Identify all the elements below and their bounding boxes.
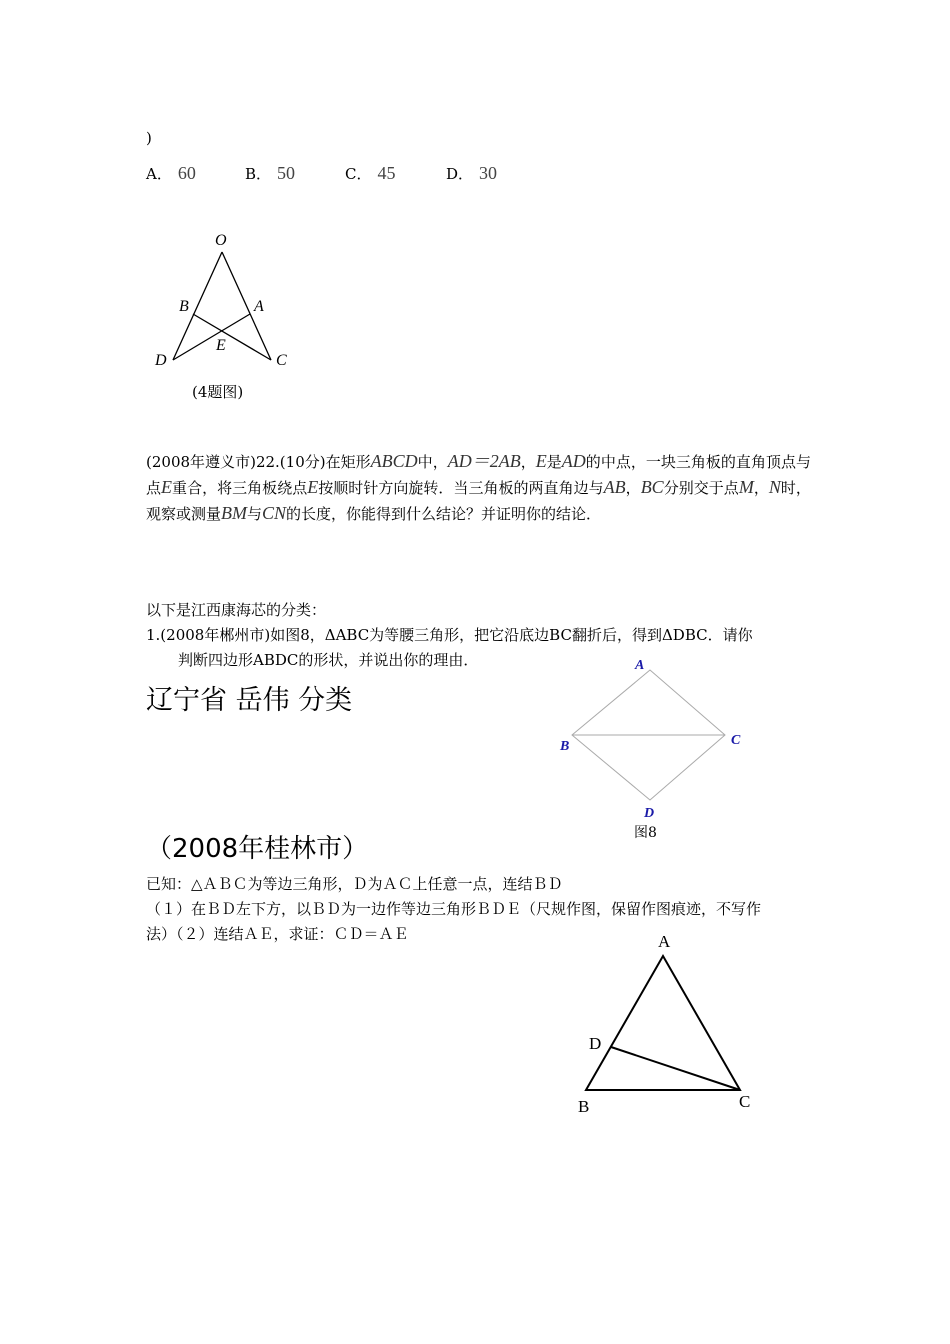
choice-value: 45: [377, 163, 396, 183]
choice-value: 60: [177, 163, 196, 183]
q22-text: ，: [625, 479, 641, 497]
q22-text: 是: [546, 453, 562, 471]
math-ad: AD: [561, 451, 586, 471]
choice-d: [446, 163, 497, 184]
guilin-heading: （2008年桂林市）: [146, 834, 369, 864]
jiangxi-q1-line1: 1.(2008年郴州市)如图8，ΔABC为等腰三角形，把它沿底边BC翻折后，得到ΔDBC．请你: [146, 626, 753, 644]
choice-b: [245, 163, 295, 184]
math-e: E: [307, 477, 319, 497]
q22-text: 分别交于点: [663, 479, 739, 497]
q22-text: (2008年遵义市)22.(10分)在矩形: [146, 453, 371, 471]
choice-letter: C．: [345, 165, 372, 183]
q22-text: ，: [753, 479, 769, 497]
choice-letter: A．: [146, 165, 172, 183]
q22-text: ，: [520, 453, 536, 471]
math-e: E: [161, 477, 173, 497]
label-a: A: [635, 658, 645, 673]
choice-a: [146, 163, 196, 184]
liaoning-heading: 辽宁省 岳伟 分类: [146, 685, 353, 716]
label-e: E: [216, 337, 226, 354]
label-d: D: [155, 352, 167, 369]
label-a: A: [254, 298, 264, 315]
guilin-line1: 已知：△ＡＢＣ为等边三角形，Ｄ为ＡＣ上任意一点，连结ＢＤ: [146, 875, 563, 893]
math-ab: AB: [603, 477, 626, 497]
choice-value: 50: [277, 163, 296, 183]
choice-letter: D．: [446, 165, 474, 183]
choice-value: 30: [479, 163, 498, 183]
label-b: B: [578, 1097, 590, 1116]
math-bm: BM: [221, 503, 248, 523]
figure-8-caption: 图8: [634, 825, 657, 841]
math-e: E: [535, 451, 547, 471]
math-n: N: [768, 477, 781, 497]
line-dc: [611, 1047, 740, 1090]
q22-paragraph: [146, 449, 811, 527]
q22-text: 按顺时针方向旋转．当三角板的两直角边与: [318, 479, 604, 497]
label-o: O: [215, 232, 227, 249]
choice-c: [345, 163, 395, 184]
jiangxi-q1-line2: 判断四边形ABDC的形状，并说出你的理由．: [178, 651, 479, 669]
q22-text: 重合，将三角板绕点: [172, 479, 308, 497]
math-cn: CN: [262, 503, 287, 523]
label-c: C: [739, 1092, 751, 1111]
guilin-figure: [570, 925, 765, 1120]
q22-text: 时，观察或测量: [146, 479, 811, 523]
line-ad: [173, 314, 250, 360]
choice-letter: B．: [245, 165, 272, 183]
math-bc: BC: [640, 477, 664, 497]
paren-close: ): [146, 129, 152, 147]
math-abcd: ABCD: [370, 451, 418, 471]
q22-text: 中，: [417, 453, 448, 471]
q4-figure: [140, 225, 310, 375]
q4-caption: (4题图): [192, 383, 244, 401]
q22-text: 的中点，一块三角板的直角顶点与点: [146, 453, 811, 497]
guilin-line3: 法）（２）连结ＡＥ，求证：ＣＤ＝ＡＥ: [146, 925, 409, 943]
label-b: B: [560, 739, 570, 754]
label-d: D: [644, 806, 655, 821]
jiangxi-intro: 以下是江西康海芯的分类：: [146, 601, 327, 619]
label-c: C: [731, 733, 741, 748]
triangle-abc: [586, 956, 740, 1090]
label-b: B: [179, 298, 189, 315]
math-equation: AD＝2AB: [447, 451, 521, 471]
figure-8: [555, 652, 755, 832]
q22-text: 的长度，你能得到什么结论？并证明你的结论．: [286, 505, 602, 523]
line-bc: [193, 314, 271, 360]
guilin-line2: （１）在ＢＤ左下方，以ＢＤ为一边作等边三角形ＢＤＥ（尺规作图，保留作图痕迹，不写作: [146, 900, 762, 918]
label-c: C: [276, 352, 287, 369]
label-a: A: [658, 932, 671, 951]
label-d: D: [589, 1034, 602, 1053]
q22-text: 与: [247, 505, 263, 523]
math-m: M: [738, 477, 754, 497]
